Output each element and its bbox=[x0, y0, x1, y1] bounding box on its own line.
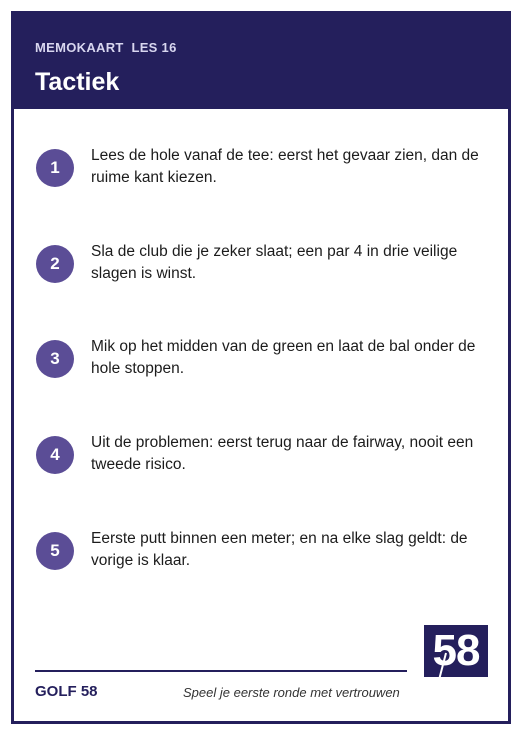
card-title: Tactiek bbox=[35, 68, 120, 96]
golf-58-logo bbox=[424, 625, 488, 677]
tip-number-badge: 1 bbox=[36, 149, 74, 187]
footer-tagline: Speel je eerste ronde met vertrouwen bbox=[183, 685, 400, 700]
card-kicker: MEMOKAART LES 16 bbox=[35, 40, 177, 55]
golf-club-icon bbox=[424, 625, 488, 709]
tip-number-badge: 4 bbox=[36, 436, 74, 474]
tip-item bbox=[14, 528, 508, 588]
tip-number-badge: 5 bbox=[36, 532, 74, 570]
tip-item bbox=[14, 336, 508, 396]
footer-brand: GOLF 58 bbox=[35, 683, 98, 700]
tip-item bbox=[14, 241, 508, 301]
tip-number-badge: 2 bbox=[36, 245, 74, 283]
tip-number-badge: 3 bbox=[36, 340, 74, 378]
tip-item bbox=[14, 145, 508, 205]
tip-text: Lees de hole vanaf de tee: eerst het gevaar zien, dan de ruime kant kiezen. bbox=[91, 147, 479, 186]
tip-text: Sla de club die je zeker slaat; een par 4 in drie veilige slagen is winst. bbox=[91, 243, 458, 282]
tip-text: Uit de problemen: eerst terug naar de fairway, nooit een tweede risico. bbox=[91, 434, 474, 473]
card-header bbox=[14, 14, 508, 109]
tip-text: Eerste putt binnen een meter; en na elke slag geldt: de vorige is klaar. bbox=[91, 530, 468, 569]
memo-card bbox=[11, 11, 511, 724]
tip-text: Mik op het midden van de green en laat de bal onder de hole stoppen. bbox=[91, 338, 476, 377]
footer-divider bbox=[35, 670, 407, 672]
logo-number: 58 bbox=[432, 626, 480, 675]
tip-item bbox=[14, 432, 508, 492]
